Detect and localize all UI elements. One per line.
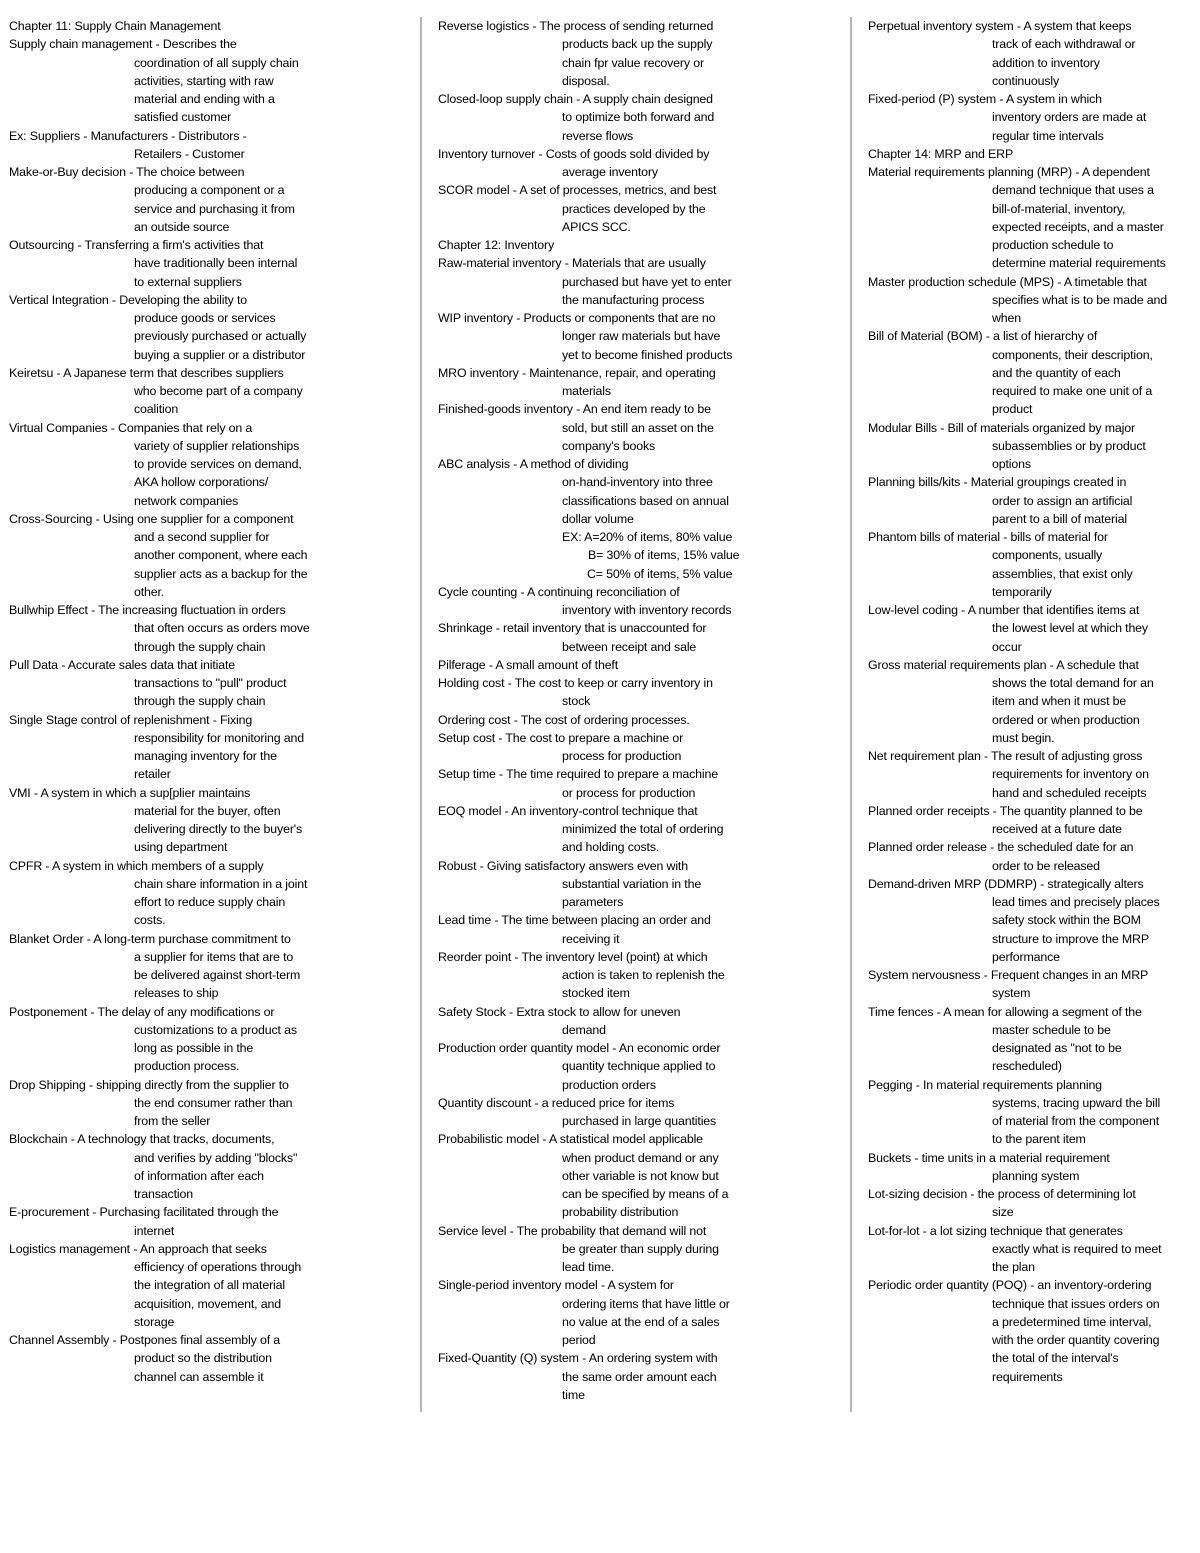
glossary-definition-line: purchased in large quantities: [562, 1114, 717, 1128]
glossary-definition-line: ordered or when production: [992, 712, 1140, 727]
glossary-term-line: Phantom bills of material - bills of material for: [868, 530, 1108, 544]
glossary-definition-line: material for the buyer, often: [134, 803, 281, 818]
glossary-entry: [868, 1149, 1200, 1186]
glossary-term-line: Setup time - The time required to prepare a machine: [438, 767, 719, 782]
glossary-definition-line: activities, starting with raw: [134, 73, 274, 88]
glossary-term-line: Master production schedule (MPS) - A timetable that: [868, 274, 1147, 289]
glossary-definition-line: receiving it: [562, 931, 620, 946]
glossary-entry: [9, 1130, 414, 1203]
glossary-entry: [868, 1003, 1200, 1076]
glossary-entry: [9, 291, 414, 364]
glossary-entry: [438, 656, 843, 674]
glossary-definition-line: using department: [134, 840, 228, 855]
glossary-definition-line: retailer: [134, 767, 171, 782]
glossary-entry: [9, 236, 414, 291]
glossary-term-line: Vertical Integration - Developing the ability to: [9, 292, 247, 307]
glossary-definition-line: the lowest level at which they: [992, 621, 1148, 636]
glossary-term-line: Production order quantity model - An economic order: [438, 1041, 721, 1055]
glossary-definition-line: on-hand-inventory into three: [562, 475, 713, 490]
glossary-term-line: Supply chain management - Describes the: [9, 37, 237, 52]
glossary-definition-line: from the seller: [134, 1114, 211, 1128]
glossary-entry: [868, 747, 1200, 802]
glossary-definition-line: service and purchasing it from: [134, 201, 295, 216]
glossary-entry: [438, 674, 843, 711]
glossary-definition-line: chain share information in a joint: [134, 876, 308, 891]
glossary-definition-line: quantity technique applied to: [562, 1059, 716, 1074]
glossary-term-line: Logistics management - An approach that seeks: [9, 1241, 267, 1256]
glossary-term-line: Single Stage control of replenishment - Fixing: [9, 712, 253, 727]
glossary-definition-line: to the parent item: [992, 1132, 1086, 1147]
glossary-definition-line: another component, where each: [134, 548, 308, 563]
glossary-definition-line: production orders: [562, 1077, 656, 1092]
glossary-definition-line: master schedule to be: [992, 1022, 1111, 1037]
glossary-definition-line: production schedule to: [992, 238, 1114, 252]
glossary-definition-line: components, their description,: [992, 347, 1153, 362]
chapter-heading: Chapter 11: Supply Chain Management: [9, 19, 221, 33]
glossary-definition-line: through the supply chain: [134, 639, 266, 654]
glossary-term-line: Time fences - A mean for allowing a segment of the: [868, 1004, 1142, 1019]
glossary-term-line: Cross-Sourcing - Using one supplier for a component: [9, 511, 294, 526]
glossary-entry: [868, 273, 1200, 328]
glossary-definition-line: inventory with inventory records: [562, 603, 732, 617]
glossary-definition-line: action is taken to replenish the: [562, 968, 725, 982]
glossary-definition-line: structure to improve the MRP: [992, 931, 1149, 946]
glossary-entry: [868, 1185, 1200, 1222]
glossary-definition-line: disposal.: [562, 73, 610, 88]
glossary-term-line: Shrinkage - retail inventory that is unaccounted for: [438, 621, 707, 636]
glossary-definition-line: probability distribution: [562, 1205, 679, 1220]
glossary-definition-line: longer raw materials but have: [562, 329, 721, 344]
glossary-definition-line: addition to inventory: [992, 55, 1100, 70]
glossary-term-line: Closed-loop supply chain - A supply chain designed: [438, 92, 713, 106]
glossary-definition-line: demand: [562, 1022, 606, 1037]
glossary-definition-line: be greater than supply during: [562, 1241, 719, 1256]
glossary-term-line: VMI - A system in which a sup[plier maintains: [9, 785, 251, 800]
glossary-term-line: Pegging - In material requirements planning: [868, 1077, 1102, 1092]
glossary-entry: [438, 1130, 843, 1221]
glossary-definition-line: time: [562, 1387, 585, 1402]
glossary-definition-line: technique that issues orders on: [992, 1296, 1160, 1311]
glossary-definition-line: and holding costs.: [562, 840, 660, 855]
glossary-definition-line: regular time intervals: [992, 128, 1104, 143]
glossary-definition-line: who become part of a company: [134, 384, 303, 398]
glossary-definition-line: lead time.: [562, 1260, 615, 1274]
glossary-entry: [9, 510, 414, 601]
glossary-definition-line: coordination of all supply chain: [134, 55, 299, 70]
glossary-definition-line: lead times and precisely places: [992, 895, 1160, 909]
glossary-definition-line: system: [992, 986, 1031, 1001]
glossary-definition-line: responsibility for monitoring and: [134, 730, 304, 745]
glossary-entry: [438, 911, 843, 948]
glossary-definition-line: requirements: [992, 1369, 1063, 1384]
glossary-definition-line: determine material requirements: [992, 256, 1166, 271]
glossary-term-line: Make-or-Buy decision - The choice between: [9, 165, 245, 179]
glossary-entry: [9, 784, 414, 857]
glossary-definition-line: managing inventory for the: [134, 749, 277, 763]
glossary-entry: [438, 1039, 843, 1094]
glossary-definition-line: internet: [134, 1223, 175, 1238]
glossary-term-line: Pilferage - A small amount of theft: [438, 657, 619, 672]
glossary-term-line: Demand-driven MRP (DDMRP) - strategically alters: [868, 876, 1144, 891]
glossary-entry: [438, 1094, 843, 1131]
glossary-definition-line: other.: [134, 584, 165, 599]
glossary-example-line: EX: A=20% of items, 80% value: [562, 530, 733, 544]
glossary-definition-line: dollar volume: [562, 511, 634, 526]
glossary-term-line: Ex: Suppliers - Manufacturers - Distributors -: [9, 128, 247, 143]
glossary-entry: [438, 145, 843, 182]
glossary-definition-line: of material from the component: [992, 1114, 1159, 1128]
glossary-definition-line: producing a component or a: [134, 183, 285, 198]
glossary-definition-line: item and when it must be: [992, 694, 1127, 709]
glossary-definition-line: to external suppliers: [134, 274, 242, 289]
glossary-definition-line: when product demand or any: [562, 1150, 719, 1165]
glossary-definition-line: stock: [562, 694, 591, 709]
glossary-definition-line: customizations to a product as: [134, 1022, 297, 1037]
glossary-definition-line: no value at the end of a sales: [562, 1314, 720, 1329]
glossary-entry: [868, 1076, 1200, 1149]
glossary-definition-line: process for production: [562, 749, 682, 763]
glossary-definition-line: rescheduled): [992, 1059, 1062, 1074]
glossary-definition-line: continuously: [992, 73, 1060, 88]
glossary-definition-line: practices developed by the: [562, 201, 706, 216]
glossary-entry: [9, 857, 414, 930]
glossary-entry: [9, 127, 414, 164]
glossary-definition-line: designated as "not to be: [992, 1041, 1122, 1055]
glossary-definition-line: between receipt and sale: [562, 639, 697, 654]
glossary-definition-line: transactions to "pull" product: [134, 676, 287, 690]
glossary-term-line: MRO inventory - Maintenance, repair, and operating: [438, 365, 716, 380]
glossary-definition-line: temporarily: [992, 584, 1052, 599]
column-3: [868, 17, 1200, 1386]
glossary-definition-line: product so the distribution: [134, 1351, 272, 1366]
glossary-definition-line: bill-of-material, inventory,: [992, 201, 1126, 216]
glossary-definition-line: produce goods or services: [134, 311, 276, 325]
glossary-definition-line: minimized the total of ordering: [562, 822, 724, 836]
glossary-term-line: Lot-for-lot - a lot sizing technique that generates: [868, 1223, 1123, 1238]
glossary-definition-line: the end consumer rather than: [134, 1095, 293, 1110]
glossary-definition-line: AKA hollow corporations/: [134, 475, 269, 490]
glossary-definition-line: to optimize both forward and: [562, 110, 715, 125]
glossary-entry: [868, 802, 1200, 839]
glossary-definition-line: storage: [134, 1314, 175, 1329]
glossary-definition-line: parameters: [562, 895, 624, 909]
glossary-entry: [9, 1331, 414, 1386]
glossary-term-line: Perpetual inventory system - A system that keeps: [868, 19, 1132, 33]
glossary-definition-line: safety stock within the BOM: [992, 913, 1141, 928]
glossary-entry: [438, 619, 843, 656]
glossary-entry: [438, 90, 843, 145]
glossary-example-line: C= 50% of items, 5% value: [587, 566, 733, 581]
glossary-definition-line: transaction: [134, 1187, 193, 1201]
glossary-entry: [438, 802, 843, 857]
glossary-definition-line: received at a future date: [992, 822, 1122, 836]
glossary-definition-line: products back up the supply: [562, 37, 713, 52]
column-divider-2: [850, 17, 852, 1412]
glossary-entry: [9, 930, 414, 1003]
glossary-term-line: Reorder point - The inventory level (point) at which: [438, 949, 708, 964]
glossary-example-line: B= 30% of items, 15% value: [588, 548, 740, 563]
glossary-term-line: Lead time - The time between placing an order and: [438, 913, 711, 928]
glossary-term-line: Single-period inventory model - A system for: [438, 1278, 674, 1293]
glossary-entry: [868, 163, 1200, 273]
glossary-definition-line: releases to ship: [134, 986, 219, 1001]
glossary-entry: [868, 17, 1200, 90]
glossary-term-line: Bill of Material (BOM) - a list of hierarchy of: [868, 329, 1098, 344]
glossary-term-line: Service level - The probability that demand will not: [438, 1223, 707, 1238]
glossary-term-line: Finished-goods inventory - An end item ready to be: [438, 402, 711, 417]
glossary-definition-line: or process for production: [562, 785, 696, 800]
glossary-definition-line: components, usually: [992, 548, 1103, 563]
glossary-term-line: WIP inventory - Products or components that are no: [438, 311, 716, 325]
glossary-term-line: Quantity discount - a reduced price for items: [438, 1095, 675, 1110]
glossary-entry: [438, 400, 843, 455]
glossary-definition-line: be delivered against short-term: [134, 968, 301, 982]
glossary-definition-line: stocked item: [562, 986, 630, 1001]
glossary-term-line: Bullwhip Effect - The increasing fluctuation in orders: [9, 603, 286, 617]
glossary-entry: [438, 1349, 843, 1404]
glossary-entry: [9, 1076, 414, 1131]
glossary-term-line: Cycle counting - A continuing reconciliation of: [438, 584, 680, 599]
glossary-definition-line: the plan: [992, 1260, 1035, 1274]
glossary-definition-line: satisfied customer: [134, 110, 232, 125]
glossary-entry: [438, 948, 843, 1003]
glossary-entry: [9, 656, 414, 711]
glossary-entry: [438, 765, 843, 802]
glossary-definition-line: a predetermined time interval,: [992, 1314, 1152, 1329]
glossary-entry: [438, 729, 843, 766]
glossary-definition-line: order to be released: [992, 858, 1100, 873]
glossary-definition-line: buying a supplier or a distributor: [134, 347, 306, 362]
glossary-definition-line: the manufacturing process: [562, 292, 705, 307]
glossary-definition-line: expected receipts, and a master: [992, 219, 1164, 234]
glossary-term-line: Blockchain - A technology that tracks, documents,: [9, 1132, 275, 1147]
glossary-term-line: Buckets - time units in a material requirement: [868, 1150, 1110, 1165]
glossary-entry: [9, 364, 414, 419]
glossary-definition-line: and a second supplier for: [134, 530, 270, 544]
glossary-definition-line: yet to become finished products: [562, 347, 733, 362]
column-2: [438, 17, 843, 1404]
glossary-definition-line: to provide services on demand,: [134, 457, 302, 471]
glossary-definition-line: variety of supplier relationships: [134, 438, 300, 453]
glossary-entry: [868, 419, 1200, 474]
glossary-definition-line: the same order amount each: [562, 1369, 717, 1384]
glossary-term-line: Low-level coding - A number that identifies items at: [868, 603, 1140, 617]
glossary-definition-line: ordering items that have little or: [562, 1296, 730, 1311]
glossary-entry: [438, 17, 843, 90]
column-1: [9, 17, 414, 1386]
glossary-definition-line: and verifies by adding "blocks": [134, 1150, 298, 1165]
glossary-entry: [868, 90, 1200, 145]
glossary-definition-line: inventory orders are made at: [992, 110, 1147, 125]
glossary-entry: [9, 419, 414, 510]
glossary-definition-line: assemblies, that exist only: [992, 566, 1133, 581]
glossary-term-line: Planning bills/kits - Material groupings created in: [868, 475, 1127, 490]
glossary-definition-line: acquisition, movement, and: [134, 1296, 281, 1311]
glossary-definition-line: material and ending with a: [134, 92, 275, 106]
glossary-definition-line: can be specified by means of a: [562, 1187, 729, 1201]
glossary-term-line: Setup cost - The cost to prepare a machine or: [438, 730, 684, 745]
glossary-entry: [868, 875, 1200, 966]
glossary-entry: [868, 838, 1200, 875]
glossary-definition-line: performance: [992, 949, 1060, 964]
glossary-entry: [438, 1276, 843, 1349]
glossary-term-line: E-procurement - Purchasing facilitated through the: [9, 1205, 279, 1220]
glossary-definition-line: specifies what is to be made and: [992, 292, 1167, 307]
glossary-term-line: Holding cost - The cost to keep or carry inventory in: [438, 676, 713, 690]
glossary-term-line: Reverse logistics - The process of sending returned: [438, 19, 714, 33]
glossary-term-line: Raw-material inventory - Materials that are usually: [438, 256, 706, 271]
glossary-definition-line: production process.: [134, 1059, 240, 1074]
glossary-definition-line: hand and scheduled receipts: [992, 785, 1147, 800]
glossary-definition-line: requirements for inventory on: [992, 767, 1149, 782]
glossary-term-line: System nervousness - Frequent changes in an MRP: [868, 968, 1149, 982]
glossary-term-line: Net requirement plan - The result of adjusting gross: [868, 749, 1143, 763]
glossary-definition-line: effort to reduce supply chain: [134, 895, 286, 909]
glossary-definition-line: planning system: [992, 1168, 1080, 1183]
glossary-term-line: ABC analysis - A method of dividing: [438, 457, 629, 471]
glossary-term-line: Robust - Giving satisfactory answers even with: [438, 858, 688, 873]
glossary-definition-line: costs.: [134, 913, 166, 928]
glossary-definition-line: purchased but have yet to enter: [562, 274, 732, 289]
glossary-entry: [438, 309, 843, 364]
glossary-entry: [438, 364, 843, 401]
glossary-definition-line: systems, tracing upward the bill: [992, 1095, 1161, 1110]
glossary-term-line: Pull Data - Accurate sales data that initiate: [9, 657, 236, 672]
glossary-entry: [438, 583, 843, 620]
glossary-entry: [9, 1240, 414, 1331]
glossary-definition-line: order to assign an artificial: [992, 493, 1133, 508]
glossary-entry: [9, 35, 414, 126]
glossary-definition-line: period: [562, 1333, 596, 1347]
chapter-heading: Chapter 12: Inventory: [438, 238, 555, 252]
glossary-term-line: Planned order receipts - The quantity planned to be: [868, 803, 1143, 818]
glossary-entry: [868, 656, 1200, 747]
glossary-definition-line: options: [992, 457, 1031, 471]
glossary-definition-line: and the quantity of each: [992, 365, 1121, 380]
glossary-definition-line: other variable is not know but: [562, 1168, 719, 1183]
glossary-definition-line: with the order quantity covering: [992, 1333, 1160, 1347]
glossary-definition-line: sold, but still an asset on the: [562, 420, 714, 435]
glossary-term-line: Keiretsu - A Japanese term that describes suppliers: [9, 365, 284, 380]
glossary-definition-line: network companies: [134, 493, 239, 508]
glossary-entry: [438, 455, 843, 583]
glossary-term-line: Fixed-Quantity (Q) system - An ordering system with: [438, 1351, 718, 1366]
glossary-definition-line: shows the total demand for an: [992, 676, 1154, 690]
glossary-definition-line: must begin.: [992, 730, 1055, 745]
glossary-definition-line: a supplier for items that are to: [134, 949, 294, 964]
glossary-definition-line: APICS SCC.: [562, 219, 631, 234]
glossary-entry: [868, 528, 1200, 601]
glossary-term-line: Blanket Order - A long-term purchase commitment to: [9, 931, 291, 946]
glossary-definition-line: that often occurs as orders move: [134, 621, 310, 636]
glossary-definition-line: Retailers - Customer: [134, 146, 245, 161]
glossary-definition-line: have traditionally been internal: [134, 256, 298, 271]
glossary-term-line: SCOR model - A set of processes, metrics, and best: [438, 183, 717, 198]
glossary-entry: [868, 327, 1200, 418]
glossary-entry: [438, 857, 843, 912]
glossary-entry: [438, 181, 843, 236]
glossary-definition-line: track of each withdrawal or: [992, 37, 1136, 52]
glossary-definition-line: coalition: [134, 402, 179, 417]
glossary-definition-line: long as possible in the: [134, 1041, 254, 1055]
glossary-entry: [9, 163, 414, 236]
glossary-definition-line: company's books: [562, 438, 656, 453]
glossary-definition-line: materials: [562, 384, 611, 398]
glossary-definition-line: demand technique that uses a: [992, 183, 1154, 198]
glossary-entry: [438, 1222, 843, 1277]
glossary-term-line: Periodic order quantity (POQ) - an inventory-ordering: [868, 1278, 1152, 1293]
glossary-definition-line: occur: [992, 639, 1022, 654]
glossary-term-line: Virtual Companies - Companies that rely on a: [9, 420, 253, 435]
glossary-term-line: Channel Assembly - Postpones final assembly of a: [9, 1333, 281, 1347]
glossary-entry: [868, 966, 1200, 1003]
glossary-definition-line: exactly what is required to meet: [992, 1241, 1162, 1256]
glossary-definition-line: size: [992, 1205, 1014, 1220]
glossary-definition-line: classifications based on annual: [562, 493, 729, 508]
glossary-term-line: Modular Bills - Bill of materials organized by major: [868, 420, 1135, 435]
glossary-entry: [868, 1276, 1200, 1386]
glossary-term-line: EOQ model - An inventory-control technique that: [438, 803, 698, 818]
glossary-entry: [9, 1203, 414, 1240]
glossary-term-line: Drop Shipping - shipping directly from the supplier to: [9, 1077, 289, 1092]
column-divider-1: [420, 17, 422, 1412]
glossary-term-line: Material requirements planning (MRP) - A dependent: [868, 165, 1150, 179]
glossary-definition-line: channel can assemble it: [134, 1369, 264, 1384]
glossary-definition-line: through the supply chain: [134, 694, 266, 709]
glossary-term-line: Gross material requirements plan - A schedule that: [868, 657, 1139, 672]
glossary-definition-line: parent to a bill of material: [992, 511, 1127, 526]
glossary-definition-line: the total of the interval's: [992, 1351, 1119, 1366]
glossary-entry: [868, 1222, 1200, 1277]
glossary-term-line: Probabilistic model - A statistical model applicable: [438, 1132, 703, 1147]
glossary-entry: [438, 1003, 843, 1040]
glossary-entry: [9, 1003, 414, 1076]
glossary-definition-line: supplier acts as a backup for the: [134, 566, 308, 581]
glossary-entry: [438, 711, 843, 729]
glossary-definition-line: subassemblies or by product: [992, 438, 1146, 453]
glossary-term-line: Inventory turnover - Costs of goods sold divided by: [438, 146, 710, 161]
glossary-term-line: CPFR - A system in which members of a supply: [9, 858, 264, 873]
glossary-definition-line: required to make one unit of a: [992, 384, 1153, 398]
glossary-term-line: Lot-sizing decision - the process of determining lot: [868, 1187, 1136, 1201]
glossary-term-line: Ordering cost - The cost of ordering processes.: [438, 712, 690, 727]
glossary-definition-line: substantial variation in the: [562, 876, 702, 891]
glossary-entry: [9, 601, 414, 656]
glossary-definition-line: chain fpr value recovery or: [562, 55, 704, 70]
glossary-term-line: Planned order release - the scheduled date for an: [868, 840, 1134, 855]
glossary-definition-line: of information after each: [134, 1168, 264, 1183]
glossary-entry: [868, 601, 1200, 656]
chapter-heading: Chapter 14: MRP and ERP: [868, 146, 1014, 161]
glossary-entry: [868, 473, 1200, 528]
glossary-definition-line: an outside source: [134, 219, 230, 234]
glossary-term-line: Postponement - The delay of any modifications or: [9, 1004, 275, 1019]
glossary-term-line: Fixed-period (P) system - A system in which: [868, 92, 1102, 106]
glossary-definition-line: delivering directly to the buyer's: [134, 822, 303, 836]
glossary-definition-line: product: [992, 402, 1033, 417]
glossary-term-line: Safety Stock - Extra stock to allow for uneven: [438, 1004, 681, 1019]
glossary-entry: [438, 254, 843, 309]
glossary-definition-line: the integration of all material: [134, 1278, 286, 1293]
glossary-term-line: Outsourcing - Transferring a firm's activities that: [9, 238, 264, 252]
glossary-definition-line: previously purchased or actually: [134, 329, 307, 344]
glossary-definition-line: when: [992, 311, 1022, 325]
glossary-entry: [9, 711, 414, 784]
glossary-definition-line: reverse flows: [562, 128, 634, 143]
glossary-definition-line: efficiency of operations through: [134, 1260, 302, 1274]
glossary-definition-line: average inventory: [562, 165, 658, 179]
